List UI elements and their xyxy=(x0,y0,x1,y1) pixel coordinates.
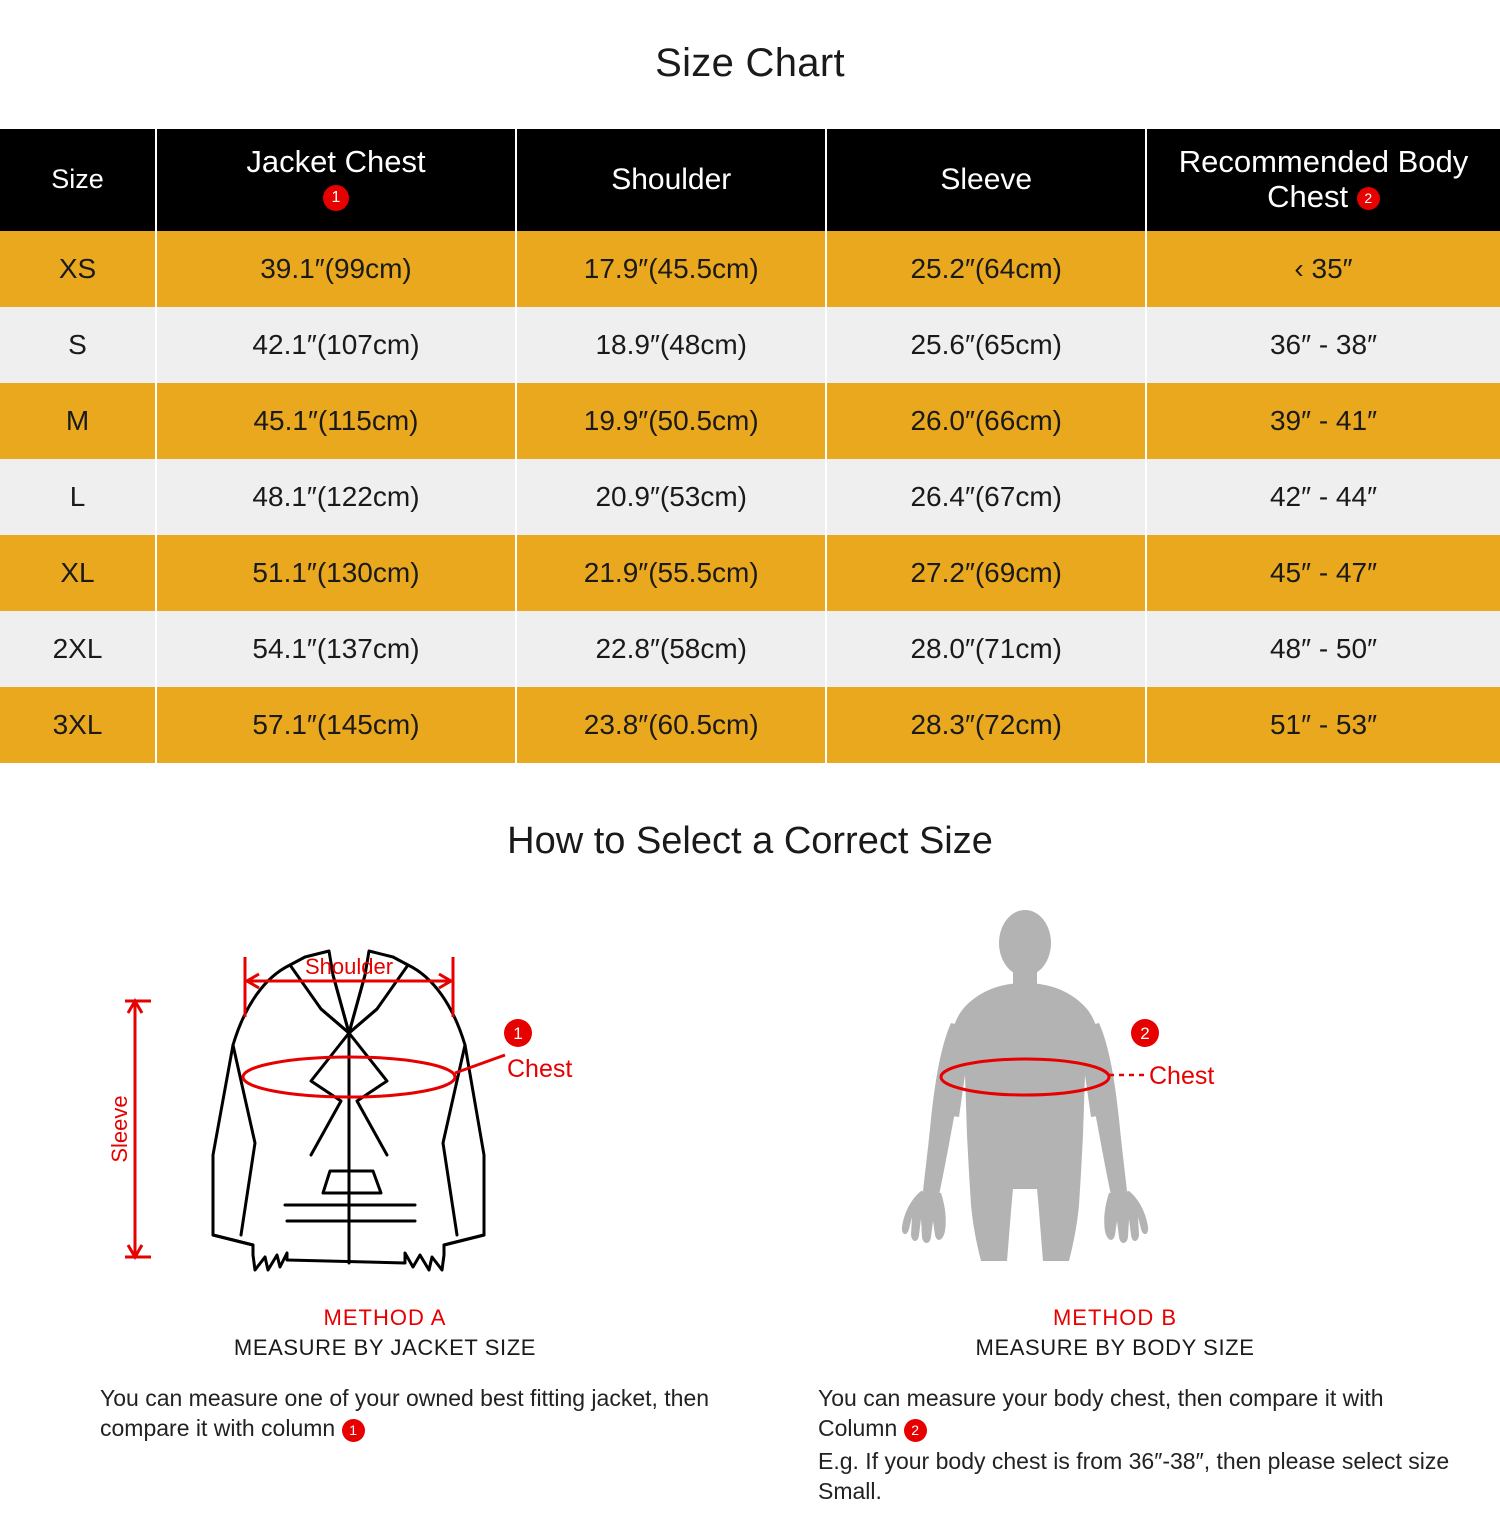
column-header-sleeve-label: Sleeve xyxy=(940,162,1033,196)
method-b-description-example: E.g. If your body chest is from 36″-38″, then please select size Small. xyxy=(818,1447,1450,1505)
table-header-row xyxy=(0,129,1500,231)
cell-size: S xyxy=(0,307,156,383)
method-a-sublabel: MEASURE BY JACKET SIZE xyxy=(233,1334,537,1360)
cell-size: L xyxy=(0,459,156,535)
cell-jacket-chest: 42.1″(107cm) xyxy=(156,307,516,383)
svg-text:2: 2 xyxy=(1140,1023,1150,1043)
method-a-panel xyxy=(20,905,750,1507)
cell-size: 3XL xyxy=(0,687,156,763)
method-b-sublabel: MEASURE BY BODY SIZE xyxy=(975,1334,1255,1360)
cell-body-chest: 48″ - 50″ xyxy=(1146,611,1500,687)
jacket-diagram xyxy=(20,905,750,1295)
jacket-illustration-svg xyxy=(105,905,665,1295)
cell-size: XS xyxy=(0,231,156,307)
cell-shoulder: 20.9″(53cm) xyxy=(516,459,827,535)
methods-container xyxy=(0,905,1500,1507)
cell-sleeve: 25.2″(64cm) xyxy=(826,231,1145,307)
cell-jacket-chest: 57.1″(145cm) xyxy=(156,687,516,763)
column-header-jacket-chest xyxy=(156,129,516,231)
method-b-label: METHOD B xyxy=(1052,1304,1178,1330)
cell-body-chest: 36″ - 38″ xyxy=(1146,307,1500,383)
column-header-shoulder-label: Shoulder xyxy=(611,162,732,196)
table-body xyxy=(0,231,1500,763)
jacket-shoulder-label: Shoulder xyxy=(304,953,394,979)
cell-shoulder: 22.8″(58cm) xyxy=(516,611,827,687)
column-header-recommended-body-chest xyxy=(1146,129,1500,231)
column-header-size-label: Size xyxy=(51,164,104,195)
method-a-label: METHOD A xyxy=(323,1304,447,1330)
svg-text:1: 1 xyxy=(513,1023,523,1043)
cell-body-chest: 39″ - 41″ xyxy=(1146,383,1500,459)
column-header-shoulder xyxy=(516,129,827,231)
method-b-panel xyxy=(750,905,1480,1507)
section-title-how-to-select: How to Select a Correct Size xyxy=(507,820,993,863)
cell-shoulder: 18.9″(48cm) xyxy=(516,307,827,383)
table-row xyxy=(0,459,1500,535)
cell-body-chest: 45″ - 47″ xyxy=(1146,535,1500,611)
badge-one-icon: 1 xyxy=(323,185,349,211)
cell-sleeve: 28.0″(71cm) xyxy=(826,611,1145,687)
cell-sleeve: 27.2″(69cm) xyxy=(826,535,1145,611)
column-header-jacket-chest-label: Jacket Chest xyxy=(246,143,426,179)
table-row xyxy=(0,307,1500,383)
cell-sleeve: 26.4″(67cm) xyxy=(826,459,1145,535)
column-header-size xyxy=(0,129,156,231)
cell-size: 2XL xyxy=(0,611,156,687)
badge-two-icon: 2 xyxy=(904,1419,927,1442)
cell-sleeve: 28.3″(72cm) xyxy=(826,687,1145,763)
method-b-description-text: You can measure your body chest, then compare it with Column xyxy=(818,1384,1384,1442)
cell-shoulder: 17.9″(45.5cm) xyxy=(516,231,827,307)
body-illustration-svg xyxy=(835,905,1395,1295)
cell-jacket-chest: 48.1″(122cm) xyxy=(156,459,516,535)
jacket-chest-label: Chest xyxy=(507,1054,573,1083)
jacket-sleeve-label: Sleeve xyxy=(107,1095,132,1163)
method-a-description xyxy=(20,1383,750,1444)
method-b-description xyxy=(750,1383,1480,1507)
page-title: Size Chart xyxy=(655,40,845,85)
column-header-sleeve xyxy=(826,129,1145,231)
table-row xyxy=(0,611,1500,687)
cell-size: XL xyxy=(0,535,156,611)
cell-body-chest: 51″ - 53″ xyxy=(1146,687,1500,763)
cell-body-chest: 42″ - 44″ xyxy=(1146,459,1500,535)
badge-one-icon: 1 xyxy=(342,1419,365,1442)
cell-jacket-chest: 39.1″(99cm) xyxy=(156,231,516,307)
cell-jacket-chest: 54.1″(137cm) xyxy=(156,611,516,687)
table-row xyxy=(0,687,1500,763)
cell-sleeve: 25.6″(65cm) xyxy=(826,307,1145,383)
body-chest-label: Chest xyxy=(1149,1061,1215,1090)
size-chart-page xyxy=(0,27,1500,1507)
cell-shoulder: 19.9″(50.5cm) xyxy=(516,383,827,459)
cell-jacket-chest: 51.1″(130cm) xyxy=(156,535,516,611)
cell-body-chest: ‹ 35″ xyxy=(1146,231,1500,307)
size-chart-table xyxy=(0,129,1500,763)
cell-sleeve: 26.0″(66cm) xyxy=(826,383,1145,459)
cell-shoulder: 23.8″(60.5cm) xyxy=(516,687,827,763)
cell-size: M xyxy=(0,383,156,459)
method-a-description-text: You can measure one of your owned best fitting jacket, then compare it with column xyxy=(100,1384,710,1442)
table-row xyxy=(0,231,1500,307)
table-header xyxy=(0,129,1500,231)
cell-jacket-chest: 45.1″(115cm) xyxy=(156,383,516,459)
body-diagram xyxy=(750,905,1480,1295)
badge-two-icon: 2 xyxy=(1357,187,1380,210)
cell-shoulder: 21.9″(55.5cm) xyxy=(516,535,827,611)
table-row xyxy=(0,535,1500,611)
column-header-recommended-body-chest-label: Recommended Body Chest xyxy=(1178,143,1469,214)
table-row xyxy=(0,383,1500,459)
